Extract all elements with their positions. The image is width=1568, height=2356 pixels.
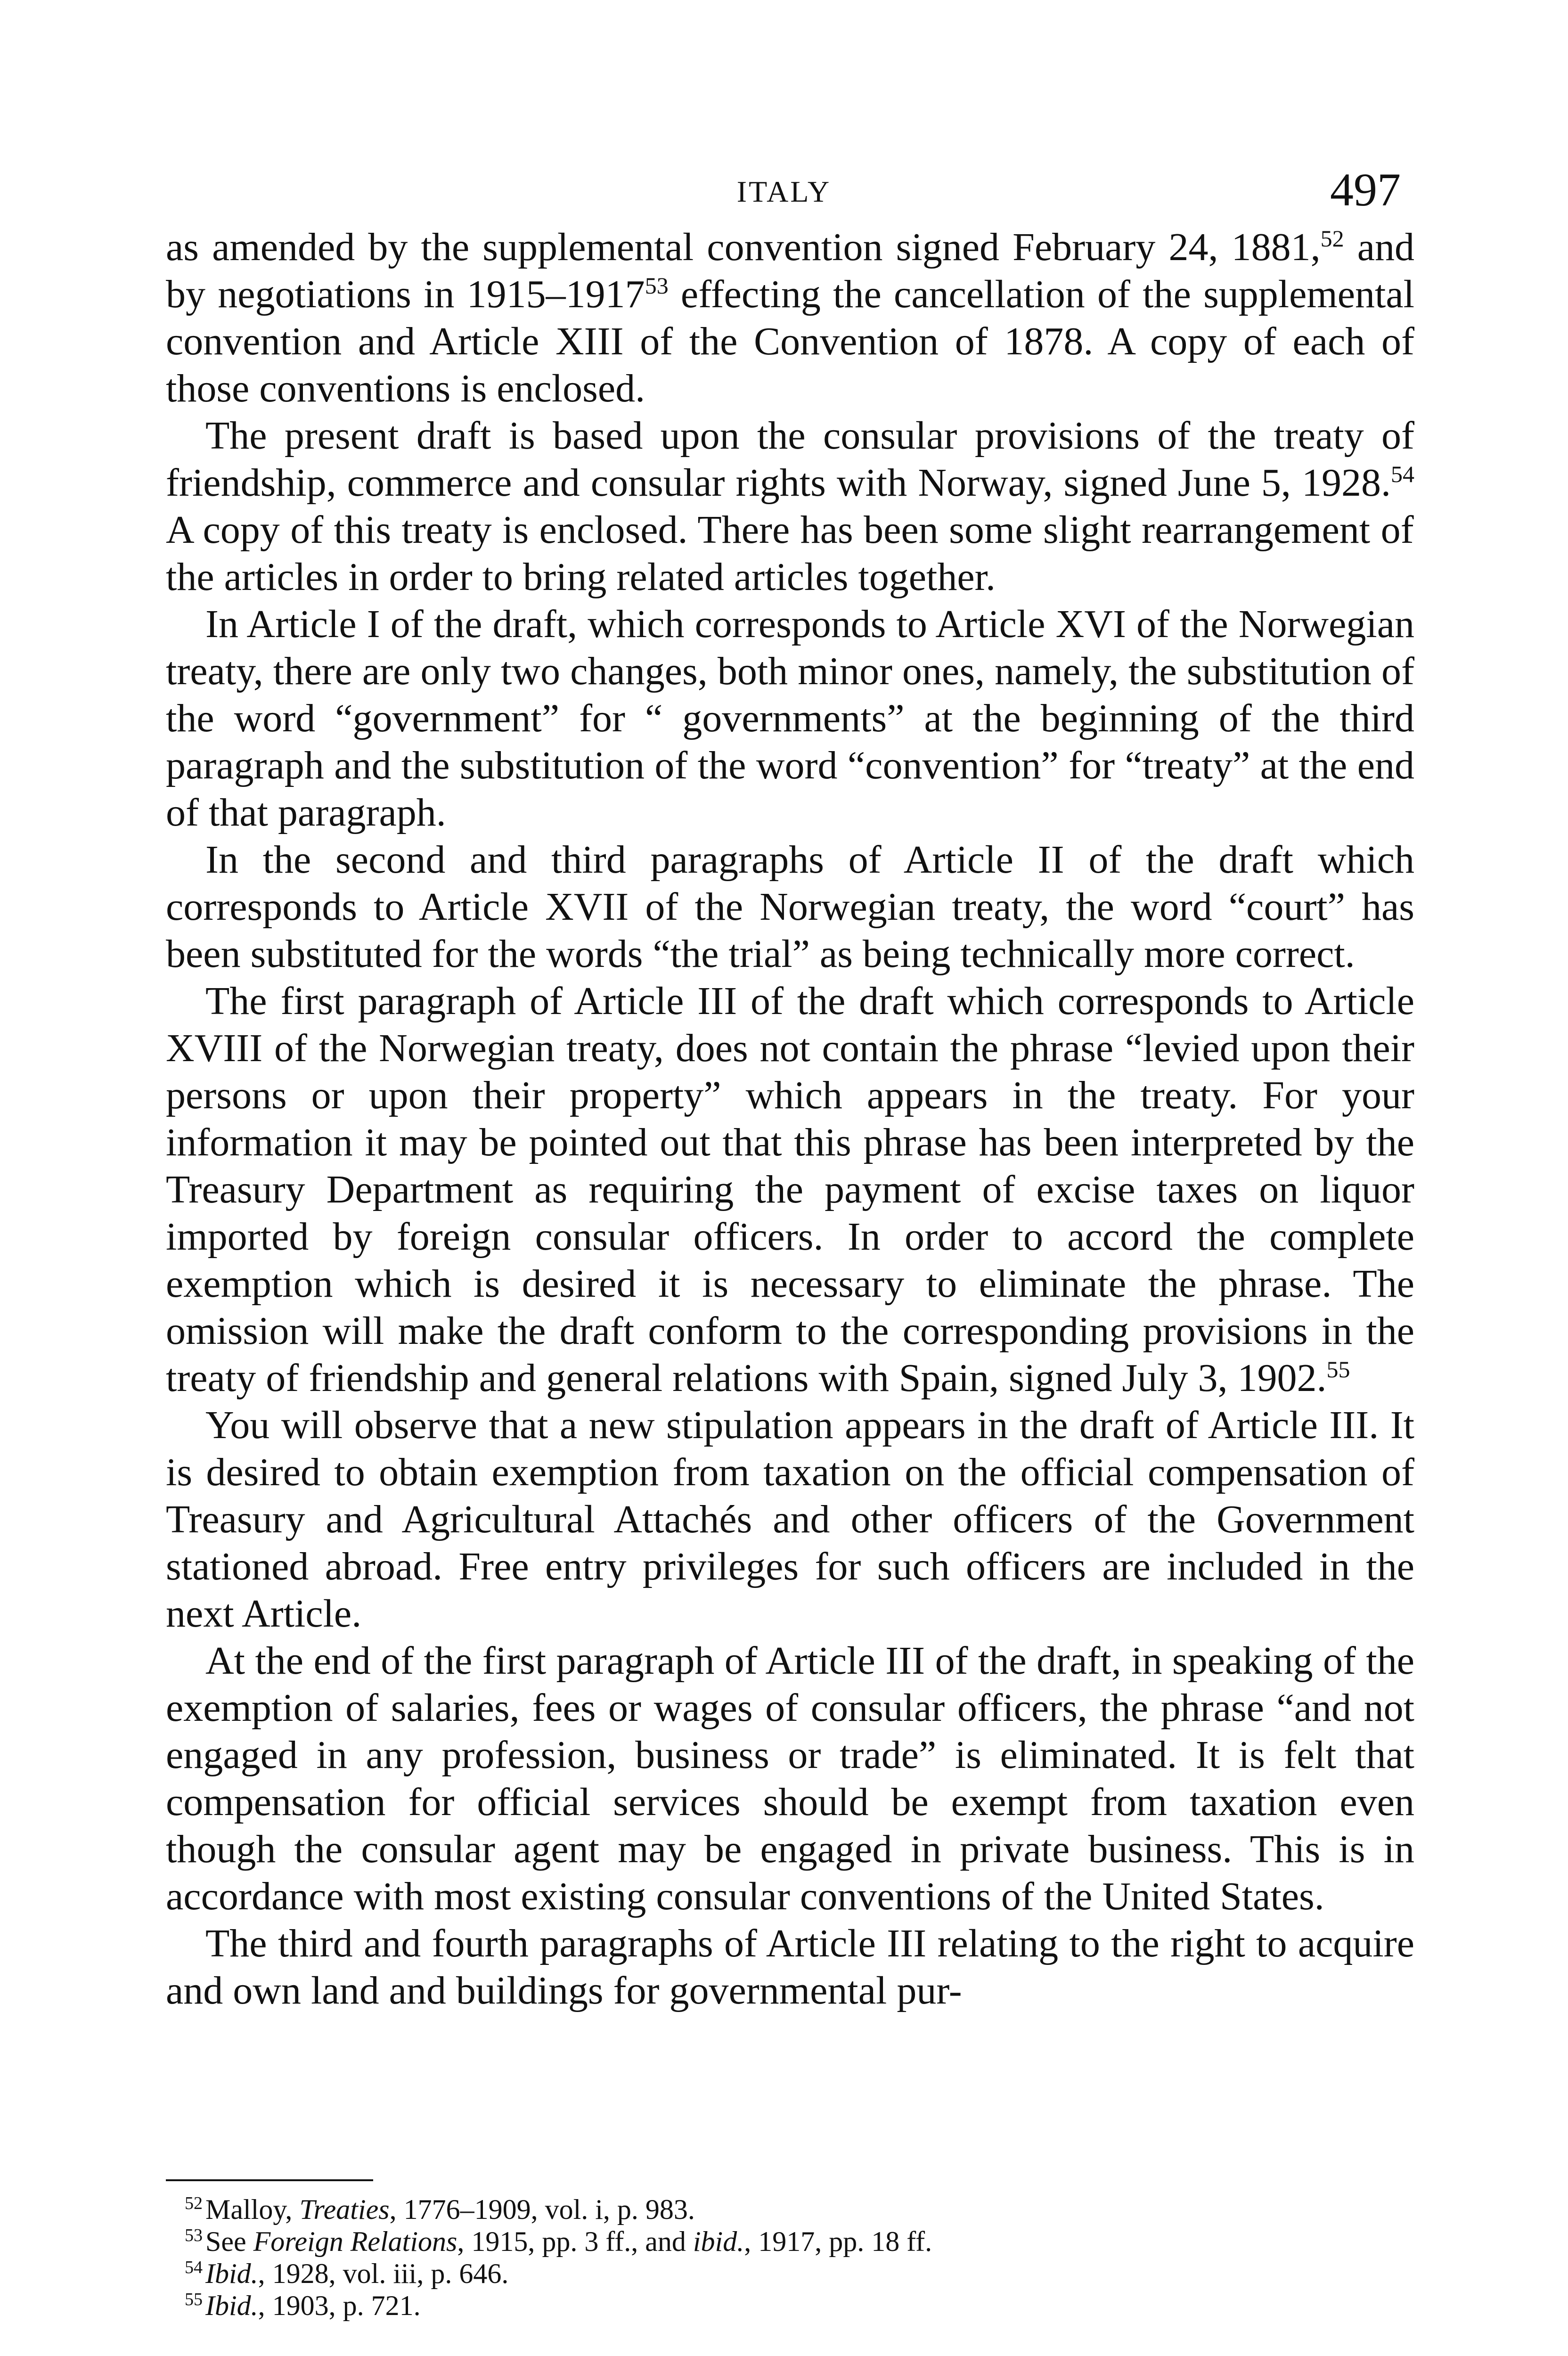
- footnotes: [166, 2193, 1414, 2322]
- paragraph-text: and by negotiations in 1915–1917: [166, 225, 1414, 316]
- body-text: [166, 224, 1414, 2014]
- footnote-italic-text: Ibid.: [205, 2258, 258, 2289]
- footnote-mark: 53: [185, 2225, 203, 2245]
- footnote-reference: 55: [1326, 1356, 1350, 1383]
- paragraph: [166, 412, 1414, 601]
- paragraph-text: You will observe that a new stipulation appears in the draft of Article III. It is desired to obtain exemption from taxation on the official compensation of Treasury and Agricultural Attachés and other officers of the Government stationed abroad. Free entry privileges for such officers are included in the next Article.: [166, 1403, 1414, 1636]
- footnote-mark: 52: [185, 2193, 203, 2213]
- footnote-mark: 54: [185, 2258, 203, 2277]
- footnote-text: , 1776–1909, vol. i, p. 983.: [389, 2194, 695, 2225]
- paragraph-text: The third and fourth paragraphs of Article III relating to the right to acquire and own land and buildings for governmental pur-: [166, 1922, 1414, 2012]
- footnote-italic-text: ibid.: [693, 2226, 744, 2257]
- footnote-italic-text: Treaties: [299, 2194, 390, 2225]
- paragraph: [166, 224, 1414, 412]
- footnote-text: See: [205, 2226, 253, 2257]
- footnote: [166, 2225, 1414, 2258]
- footnote-divider: [166, 2179, 373, 2181]
- paragraph: [166, 601, 1414, 836]
- paragraph-text: In Article I of the draft, which corresponds to Article XVI of the Norwegian treaty, there are only two changes, both minor ones, namely, the substitution of the word “government” for “ governments” at the beginning of the third paragraph and the substitution of the word “convention” for “treaty” at the end of that paragraph.: [166, 602, 1414, 834]
- footnote-reference: 52: [1320, 225, 1344, 252]
- paragraph-text: In the second and third paragraphs of Article II of the draft which corresponds to Article XVII of the Norwegian treaty, the word “court” has been substituted for the words “the trial” as being technically more correct.: [166, 838, 1414, 976]
- paragraph: [166, 1402, 1414, 1637]
- paragraph-text: as amended by the supplemental convention signed February 24, 1881,: [166, 225, 1321, 269]
- footnote-text: , 1917, pp. 18 ff.: [744, 2226, 932, 2257]
- footnote: [166, 2258, 1414, 2290]
- paragraph: [166, 978, 1414, 1402]
- footnote-text: , 1903, p. 721.: [258, 2290, 421, 2321]
- footnote: [166, 2193, 1414, 2225]
- footnote-italic-text: Foreign Relations: [253, 2226, 457, 2257]
- paragraph-text: A copy of this treaty is enclosed. There has been some slight rearrangement of the articles in order to bring related articles together.: [166, 508, 1414, 599]
- paragraph: [166, 836, 1414, 978]
- footnote-text: Malloy,: [205, 2194, 300, 2225]
- footnote-mark: 55: [185, 2290, 203, 2309]
- paragraph-text: The present draft is based upon the consular provisions of the treaty of friendship, commerce and consular rights with Norway, signed June 5, 1928.: [166, 414, 1414, 505]
- paragraph-text: effecting the cancellation of the supplemental convention and Article XIII of the Convention of 1878. A copy of each of those conventions is enclosed.: [166, 272, 1414, 410]
- footnote-reference: 54: [1391, 461, 1414, 487]
- running-title: ITALY: [736, 175, 832, 208]
- footnote: [166, 2290, 1414, 2322]
- paragraph: [166, 1637, 1414, 1920]
- paragraph-text: At the end of the first paragraph of Article III of the draft, in speaking of the exemption of salaries, fees or wages of consular officers, the phrase “and not engaged in any profession, business or trade” is eliminated. It is felt that compensation for official services should be exempt from taxation even though the consular agent may be engaged in private business. This is in accordance with most existing consular conventions of the United States.: [166, 1639, 1414, 1918]
- footnote-reference: 53: [645, 272, 669, 299]
- footnote-text: , 1915, pp. 3 ff., and: [457, 2226, 693, 2257]
- page-number: 497: [1330, 164, 1401, 216]
- paragraph: [166, 1920, 1414, 2014]
- paragraph-text: The first paragraph of Article III of the draft which corresponds to Article XVIII of the Norwegian treaty, does not contain the phrase “levied upon their persons or upon their property” which appears in the treaty. For your information it may be pointed out that this phrase has been interpreted by the Treasury Department as requiring the payment of excise taxes on liquor imported by foreign consular officers. In order to accord the complete exemption which is desired it is necessary to eliminate the phrase. The omission will make the draft conform to the corresponding provisions in the treaty of friendship and general relations with Spain, signed July 3, 1902.: [166, 979, 1414, 1400]
- footnote-text: , 1928, vol. iii, p. 646.: [258, 2258, 509, 2289]
- footnote-italic-text: Ibid.: [205, 2290, 258, 2321]
